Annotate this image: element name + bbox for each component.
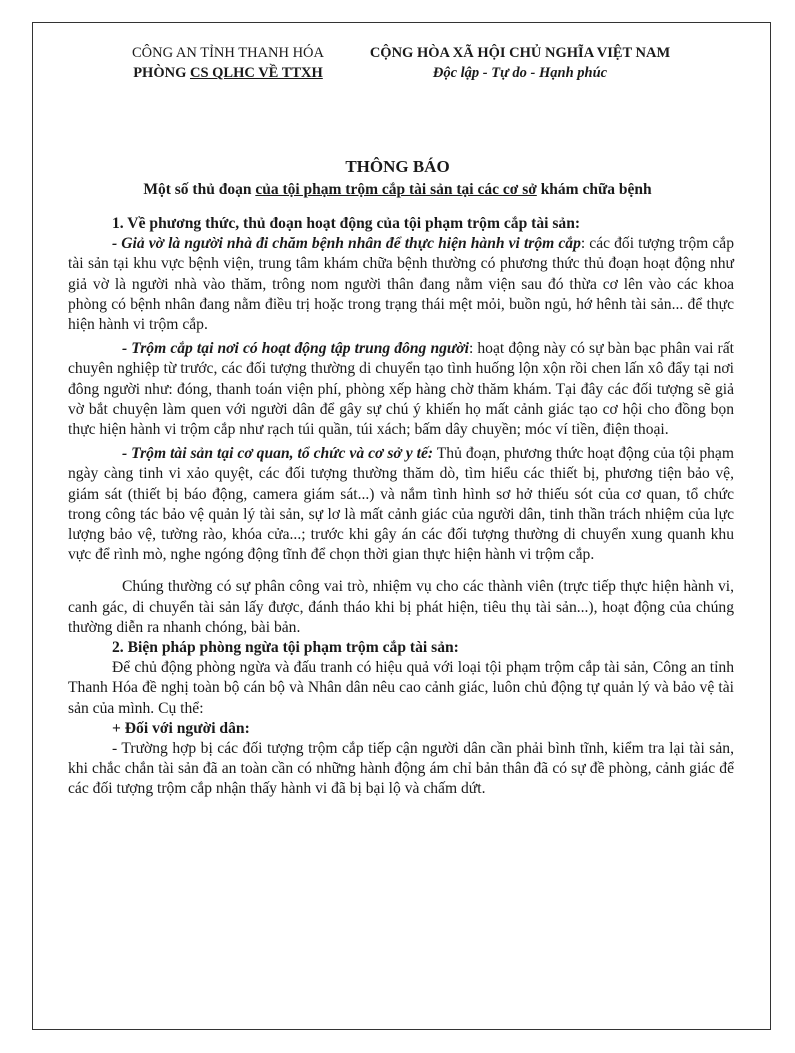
agency-line-2: PHÒNG CS QLHC VỀ TTXH [133, 65, 323, 81]
document-subtitle: Một số thủ đoạn của tội phạm trộm cắp tài sản tại các cơ sở khám chữa bệnh [143, 181, 652, 198]
item-lead: - Trộm tài sản tại cơ quan, tổ chức và cơ sở y tế: [122, 445, 434, 463]
section-1-item-3: - Trộm tài sản tại cơ quan, tổ chức và cơ sở y tế: Thủ đoạn, phương thức hoạt động của tội phạm ngày càng tinh vi xảo quyệt, các đối tượng thường thăm dò, tìm hiểu các thiết bị, phương tiện bảo vệ, giám sát (thiết bị báo động, camera giám sát...) và nắm tình hình sơ hở thiếu sót của cơ quan, tổ chức trong công tác bảo vệ quản lý tài sản, sự lơ là mất cảnh giác của người dân, tinh thần trách nhiệm của lực lượng bảo vệ, tường rào, khóa cửa...; trước khi gây án các đối tượng thường di chuyển xung quanh khu vực để rình mò, nghe ngóng động tĩnh để chọn thời gian thực hiện hành vi trộm cắp. [68, 445, 734, 564]
section-1-paragraph-4: Chúng thường có sự phân công vai trò, nhiệm vụ cho các thành viên (trực tiếp thực hiện hành vi, canh gác, di chuyển tài sản lấy được, đánh tháo khi bị phát hiện, tiêu thụ tài sản...), hoạt động của chúng thường diễn ra nhanh chóng, bài bản. [68, 578, 734, 636]
section-2-subtext: - Trường hợp bị các đối tượng trộm cắp tiếp cận người dân cần phải bình tĩnh, kiểm tra lại tài sản, khi chắc chắn tài sản đã an toàn cần có những hành động ám chỉ bản thân đã có sự đề phòng, cảnh giác để các đối tượng trộm cắp nhận thấy hành vi đã bị bại lộ và chấm dứt. [68, 740, 734, 798]
country-name: CỘNG HÒA XÃ HỘI CHỦ NGHĨA VIỆT NAM [369, 45, 671, 61]
item-lead: - Giả vờ là người nhà đi chăm bệnh nhân để thực hiện hành vi trộm cắp [112, 235, 581, 253]
document-header [0, 43, 795, 103]
item-lead: - Trộm cắp tại nơi có hoạt động tập trung đông người [122, 340, 469, 358]
section-1-heading: 1. Về phương thức, thủ đoạn hoạt động của tội phạm trộm cắp tài sản: [112, 215, 581, 232]
section-1-item-2: - Trộm cắp tại nơi có hoạt động tập trung đông người: hoạt động này có sự bàn bạc phân vai rất chuyên nghiệp từ trước, các đối tượng thường di chuyển tạo tình huống lộn xộn rồi chen lấn xô đẩy tại nơi đông người như: đóng, thanh toán viện phí, phòng xếp hàng chờ thăm khám. Tại đây các đối tượng sẽ giả vờ bắt chuyện làm quen với người dân để gây sự chú ý khiến họ mất cảnh giác tạo cơ hội cho đồng bọn thực hiện hành vi trộm cắp như rạch túi quần, túi xách; bấm dây chuyền; móc ví tiền, điện thoại. [68, 340, 734, 439]
motto-line: Độc lập - Tự do - Hạnh phúc [432, 65, 608, 81]
section-2-subheading: + Đối với người dân: [112, 719, 250, 737]
section-1-item-1: - Giả vờ là người nhà đi chăm bệnh nhân để thực hiện hành vi trộm cắp: các đối tượng trộm cắp tài sản tại khu vực bệnh viện, trung tâm khám chữa bệnh thường có phương thức thủ đoạn hoạt động như giả vờ là người nhà vào thăm, trông nom người thân đang nằm viện sau đó thừa cơ lên vào các khoa phòng có bệnh nhân đang nằm điều trị hoặc trong trạng thái mệt mỏi, buồn ngủ, hớ hênh tài sản... để thực hiện hành vi trộm cắp. [68, 235, 734, 334]
issuing-agency [78, 43, 378, 83]
document-body [68, 214, 734, 800]
section-2-heading: 2. Biện pháp phòng ngừa tội phạm trộm cắp tài sản: [112, 639, 459, 657]
document-title: THÔNG BÁO [345, 157, 450, 176]
section-2-intro: Để chủ động phòng ngừa và đấu tranh có hiệu quả với loại tội phạm trộm cắp tài sản, Công an tỉnh Thanh Hóa đề nghị toàn bộ cán bộ và Nhân dân nêu cao cảnh giác, luôn chủ động tự quản lý và bảo vệ tài sản của mình. Cụ thể: [68, 659, 734, 717]
agency-line-1: CÔNG AN TỈNH THANH HÓA [132, 45, 324, 61]
agency-department-underlined: CS QLHC VỀ TTXH [189, 65, 323, 81]
national-motto [340, 43, 700, 83]
